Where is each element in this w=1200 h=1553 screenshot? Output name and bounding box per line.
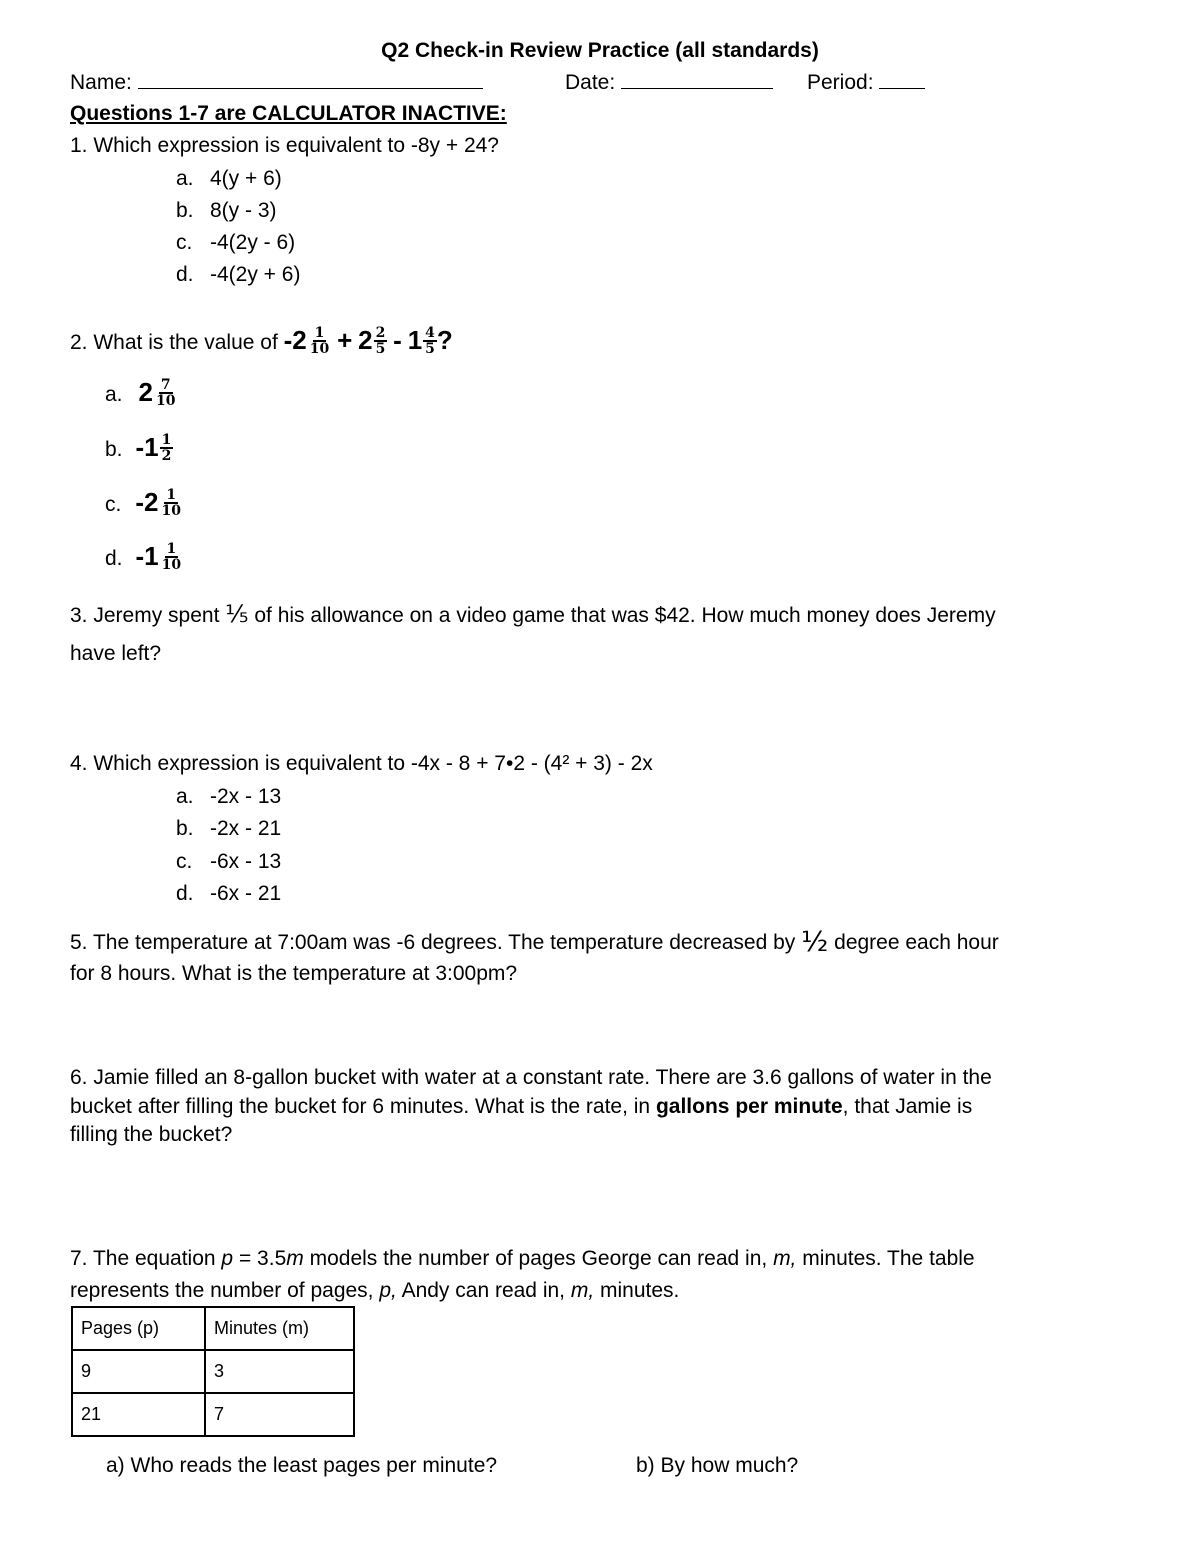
table-row [72, 1393, 354, 1436]
q6-line2: bucket after filling the bucket for 6 minutes. What is the rate, in gallons per minute, that Jamie is [70, 1095, 973, 1118]
q1-choice-a[interactable]: a. 4(y + 6) [176, 167, 282, 190]
q5-answer-space[interactable] [70, 995, 1130, 1055]
page-title: Q2 Check-in Review Practice (all standards) [381, 39, 819, 62]
q7-line2: represents the number of pages, p, Andy can read in, m, minutes. [70, 1279, 680, 1302]
q5-line2: for 8 hours. What is the temperature at 3:00pm? [70, 962, 518, 985]
period-field[interactable] [807, 72, 925, 93]
date-blank[interactable] [621, 72, 773, 89]
q2-choice-d[interactable]: d. -1 $\frac{1}{10}$ [105, 540, 182, 574]
period-label: Period: [807, 71, 874, 94]
pages-minutes-table [71, 1306, 355, 1437]
q2-frac-3: $\frac{4}{5}$ [425, 324, 435, 358]
q4-choice-c[interactable]: c. -6x - 13 [176, 850, 282, 873]
q7-line1: 7. The equation p = 3.5m models the number of pages George can read in, m, minutes. The table [70, 1247, 975, 1270]
name-blank[interactable] [138, 72, 483, 89]
q1-choice-b[interactable]: b. 8(y - 3) [176, 199, 277, 222]
q6-line1: 6. Jamie filled an 8-gallon bucket with water at a constant rate. There are 3.6 gallons of water in the [70, 1066, 992, 1089]
name-label: Name: [70, 71, 132, 94]
q2-frac-2: $\frac{2}{5}$ [375, 324, 386, 358]
q4-choice-a[interactable]: a. -2x - 13 [176, 785, 282, 808]
q3-fraction: ⅕ [225, 600, 249, 628]
q1-prompt: 1. Which expression is equivalent to -8y + 24? [70, 134, 499, 157]
date-field[interactable] [565, 72, 773, 93]
table-header-row [72, 1307, 354, 1350]
q4-choice-d[interactable]: d. -6x - 21 [176, 882, 282, 905]
q3-line1: 3. Jeremy spent ⅕ of his allowance on a video game that was $42. How much money does Jeremy [70, 600, 996, 628]
q4-choice-b[interactable]: b. -2x - 21 [176, 817, 282, 840]
q2-prompt: 2. What is the value of -2 $\frac{1}{10}$ + 2 $\frac{2}{5}$ - 1 $\frac{4}{5}$ ? [70, 324, 453, 358]
table-row [72, 1350, 354, 1393]
period-blank[interactable] [879, 72, 925, 89]
table-cell: 9 [72, 1350, 205, 1393]
section-heading: Questions 1-7 are CALCULATOR INACTIVE: [70, 102, 507, 125]
q2-choice-b[interactable]: b. -1 $\frac{1}{2}$ [105, 431, 172, 465]
table-cell: 3 [205, 1350, 354, 1393]
q2-frac-1: $\frac{1}{10}$ [309, 324, 330, 358]
q3-line2: have left? [70, 642, 162, 665]
q7-part-b: b) By how much? [636, 1454, 799, 1477]
q4-prompt: 4. Which expression is equivalent to -4x - 8 + 7•2 - (4² + 3) - 2x [70, 752, 653, 775]
q2-choice-c[interactable]: c. -2 $\frac{1}{10}$ [105, 486, 181, 520]
q1-choice-c[interactable]: c. -4(2y - 6) [176, 231, 296, 254]
q6-line3: filling the bucket? [70, 1123, 233, 1146]
table-header-cell: Pages (p) [72, 1307, 205, 1350]
name-field[interactable] [70, 72, 483, 93]
q1-choice-d[interactable]: d. -4(2y + 6) [176, 263, 301, 286]
q5-line1: 5. The temperature at 7:00am was -6 degrees. The temperature decreased by ½ degree each hour [70, 925, 999, 958]
date-label: Date: [565, 71, 616, 94]
q2-choice-a[interactable]: a. 2 $\frac{7}{10}$ [105, 376, 176, 410]
q7-part-a: a) Who reads the least pages per minute? [106, 1454, 498, 1477]
table-cell: 21 [72, 1393, 205, 1436]
table-header-cell: Minutes (m) [205, 1307, 354, 1350]
q5-fraction: ½ [801, 925, 829, 958]
q6-answer-space[interactable] [70, 1155, 1130, 1235]
q3-answer-space[interactable] [70, 680, 1130, 740]
table-cell: 7 [205, 1393, 354, 1436]
